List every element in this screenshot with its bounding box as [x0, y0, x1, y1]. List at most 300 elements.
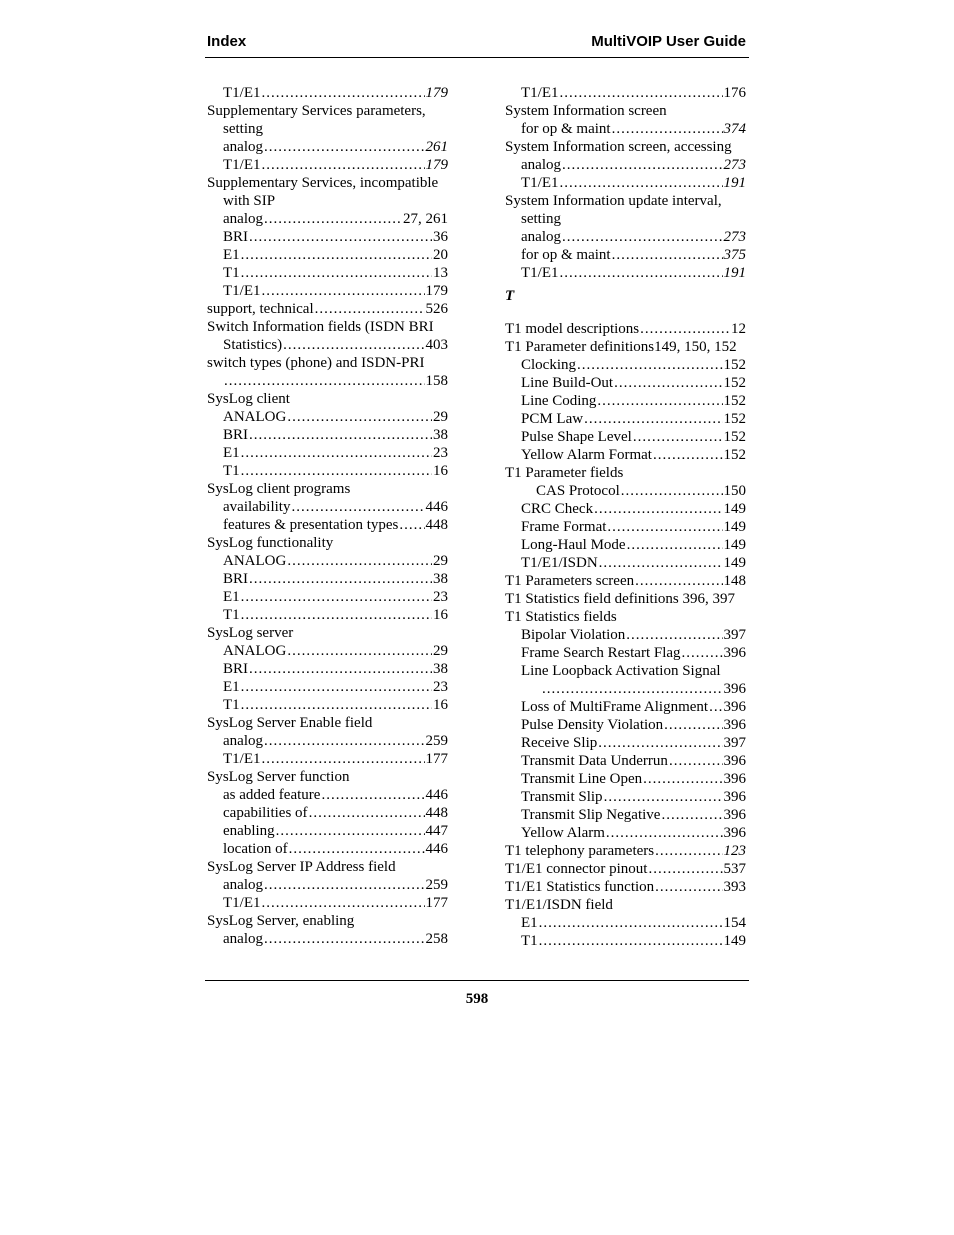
index-entry-page: 261 — [425, 139, 448, 155]
index-entry-page: 403 — [425, 337, 448, 353]
dot-leader — [264, 210, 402, 228]
index-entry-page: 23 — [433, 445, 448, 461]
index-entry — [505, 518, 746, 536]
index-entry-page: 396 — [723, 807, 746, 823]
dot-leader — [224, 372, 425, 390]
index-entry — [505, 120, 746, 138]
index-entry-page: 273 — [723, 157, 746, 173]
index-entry-term: analog — [223, 931, 263, 947]
index-entry-term: PCM Law — [521, 411, 584, 427]
index-entry-term: location of — [223, 841, 288, 857]
dot-leader — [612, 120, 723, 138]
index-entry — [505, 246, 746, 264]
index-entry-term: features & presentation types — [223, 517, 399, 533]
index-entry-page: 29 — [433, 643, 448, 659]
index-entry-page: 29 — [433, 553, 448, 569]
index-entry-page: 152 — [723, 375, 746, 391]
index-entry-term: analog — [223, 211, 263, 227]
index-entry — [207, 498, 448, 516]
dot-leader — [655, 878, 722, 896]
index-entry-page: 38 — [433, 661, 448, 677]
index-entry-page: 149 — [723, 537, 746, 553]
index-heading: Supplementary Services parameters, — [207, 103, 426, 119]
dot-leader — [264, 930, 425, 948]
index-entry-page: 152 — [723, 393, 746, 409]
index-entry-term: T1/E1 — [223, 751, 261, 767]
index-entry-term: Yellow Alarm Format — [521, 447, 652, 463]
dot-leader — [626, 626, 722, 644]
index-entry — [505, 698, 746, 716]
index-column-right — [505, 84, 746, 950]
index-entry-term: T1/E1 — [223, 895, 261, 911]
index-entry-page: 152 — [723, 411, 746, 427]
index-entry — [207, 786, 448, 804]
index-entry — [505, 84, 746, 102]
dot-leader — [709, 698, 722, 716]
index-entry-term: Clocking — [521, 357, 576, 373]
dot-leader — [653, 446, 723, 464]
index-entry-page: 393 — [723, 879, 746, 895]
dot-leader — [597, 392, 722, 410]
index-entry-term: Frame Search Restart Flag — [521, 645, 681, 661]
index-entry-page: 149 — [723, 933, 746, 949]
index-entry-term: analog — [521, 157, 561, 173]
index-entry — [207, 210, 448, 228]
index-entry — [207, 156, 448, 174]
dot-leader — [315, 300, 425, 318]
index-entry — [505, 788, 746, 806]
index-entry — [505, 446, 746, 464]
index-entry-page: 396 — [723, 645, 746, 661]
index-entry — [505, 824, 746, 842]
index-entry-term: T1/E1 Statistics function — [505, 879, 655, 895]
index-entry-page: 149 — [723, 555, 746, 571]
index-entry — [505, 770, 746, 788]
index-entry-page: 448 — [425, 517, 448, 533]
index-entry-term: availability — [223, 499, 291, 515]
index-entry-page: 397 — [723, 627, 746, 643]
index-heading: T1 Statistics fields — [505, 609, 617, 625]
index-entry-page: 158 — [425, 373, 448, 389]
index-entry-term: BRI — [223, 661, 249, 677]
dot-leader — [262, 894, 425, 912]
index-entry-page: 259 — [425, 733, 448, 749]
dot-leader — [612, 246, 723, 264]
index-entry-page: 191 — [723, 265, 746, 281]
index-entry — [505, 554, 746, 572]
dot-leader — [607, 518, 722, 536]
dot-leader — [562, 156, 723, 174]
footer-divider — [205, 980, 749, 981]
index-entry-page: 16 — [433, 697, 448, 713]
index-entry-term: BRI — [223, 571, 249, 587]
dot-leader — [249, 570, 432, 588]
index-entry — [207, 336, 448, 354]
index-heading: T1 Parameter fields — [505, 465, 624, 481]
dot-leader — [241, 588, 432, 606]
index-entry-term: ANALOG — [223, 643, 287, 659]
dot-leader — [648, 860, 722, 878]
index-entry — [505, 626, 746, 644]
index-entry — [505, 932, 746, 950]
index-heading: T1 Parameter definitions149, 150, 152 — [505, 339, 737, 355]
dot-leader — [560, 174, 723, 192]
index-entry — [505, 228, 746, 246]
dot-leader — [655, 842, 722, 860]
index-entry-term: analog — [223, 139, 263, 155]
index-entry-term: Transmit Data Underrun — [521, 753, 668, 769]
index-entry — [505, 410, 746, 428]
dot-leader — [604, 788, 723, 806]
dot-leader — [399, 516, 424, 534]
index-entry — [505, 734, 746, 752]
index-entry-term: Transmit Slip — [521, 789, 603, 805]
dot-leader — [309, 804, 425, 822]
index-entry-page: 446 — [425, 787, 448, 803]
index-entry — [505, 644, 746, 662]
index-entry-page: 12 — [731, 321, 746, 337]
dot-leader — [643, 770, 722, 788]
index-entry-page: 179 — [425, 157, 448, 173]
index-entry — [207, 426, 448, 444]
index-entry — [505, 500, 746, 518]
index-entry — [207, 372, 448, 390]
index-entry — [207, 804, 448, 822]
index-entry — [207, 606, 448, 624]
index-entry-page: 123 — [723, 843, 746, 859]
dot-leader — [321, 786, 424, 804]
dot-leader — [577, 356, 723, 374]
index-entry-page: 397 — [723, 735, 746, 751]
index-entry — [505, 842, 746, 860]
dot-leader — [241, 246, 432, 264]
dot-leader — [562, 228, 723, 246]
index-entry-term: capabilities of — [223, 805, 308, 821]
index-heading: SysLog Server Enable field — [207, 715, 373, 731]
index-entry-term: CAS Protocol — [536, 483, 620, 499]
index-entry-page: 16 — [433, 463, 448, 479]
index-entry-term: BRI — [223, 229, 249, 245]
index-entry-page: 27, 261 — [403, 211, 448, 227]
index-entry-page: 396 — [723, 771, 746, 787]
dot-leader — [264, 732, 425, 750]
index-entry-term: E1 — [223, 589, 240, 605]
index-entry-page: 191 — [723, 175, 746, 191]
dot-leader — [249, 660, 432, 678]
index-heading: T1/E1/ISDN field — [505, 897, 613, 913]
index-entry-term: for op & maint — [521, 121, 611, 137]
index-entry-term: T1 — [223, 697, 240, 713]
index-entry-term: E1 — [223, 445, 240, 461]
index-entry-term: analog — [223, 877, 263, 893]
index-heading: SysLog server — [207, 625, 294, 641]
dot-leader — [289, 840, 425, 858]
dot-leader — [621, 482, 723, 500]
index-entry — [505, 374, 746, 392]
dot-leader — [598, 734, 722, 752]
index-entry-page: 38 — [433, 427, 448, 443]
dot-leader — [614, 374, 722, 392]
index-entry-term: ANALOG — [223, 409, 287, 425]
index-heading: System Information screen — [505, 103, 667, 119]
dot-leader — [241, 264, 432, 282]
index-entry-term: Frame Format — [521, 519, 607, 535]
index-entry — [207, 516, 448, 534]
index-entry-term: BRI — [223, 427, 249, 443]
index-entry-page: 16 — [433, 607, 448, 623]
index-entry-term: Line Coding — [521, 393, 597, 409]
index-entry-page: 20 — [433, 247, 448, 263]
index-entry-page: 149 — [723, 519, 746, 535]
index-entry-page: 152 — [723, 429, 746, 445]
index-entry-term: T1/E1 — [521, 265, 559, 281]
index-entry — [505, 878, 746, 896]
index-entry-term: as added feature — [223, 787, 321, 803]
index-entry-page: 179 — [425, 283, 448, 299]
index-entry — [207, 822, 448, 840]
index-entry — [505, 806, 746, 824]
index-entry-page: 447 — [425, 823, 448, 839]
dot-leader — [241, 606, 432, 624]
index-entry-page: 152 — [723, 357, 746, 373]
index-heading: SysLog functionality — [207, 535, 334, 551]
index-entry-page: 154 — [723, 915, 746, 931]
index-entry — [207, 570, 448, 588]
index-entry — [207, 840, 448, 858]
dot-leader — [584, 410, 722, 428]
index-entry-term: T1/E1 — [521, 175, 559, 191]
index-entry-page: 177 — [425, 751, 448, 767]
dot-leader — [241, 444, 432, 462]
index-heading: setting — [521, 211, 561, 227]
index-heading: switch types (phone) and ISDN-PRI — [207, 355, 425, 371]
index-entry — [207, 588, 448, 606]
index-entry — [207, 894, 448, 912]
index-entry-term: CRC Check — [521, 501, 594, 517]
index-entry — [505, 156, 746, 174]
dot-leader — [542, 680, 723, 698]
index-entry-term: Pulse Density Violation — [521, 717, 664, 733]
index-entry — [505, 320, 746, 338]
index-entry — [207, 930, 448, 948]
dot-leader — [249, 426, 432, 444]
index-entry — [505, 914, 746, 932]
dot-leader — [669, 752, 723, 770]
index-entry-term: T1/E1 — [223, 157, 261, 173]
index-entry — [207, 696, 448, 714]
index-heading: System Information update interval, — [505, 193, 722, 209]
index-entry-term: T1 model descriptions — [505, 321, 640, 337]
index-entry — [207, 444, 448, 462]
dot-leader — [627, 536, 723, 554]
index-entry — [505, 680, 746, 698]
index-entry — [207, 750, 448, 768]
index-entry-term: T1 — [223, 463, 240, 479]
index-entry-term: T1/E1 — [223, 283, 261, 299]
index-entry-term: E1 — [223, 247, 240, 263]
dot-leader — [241, 678, 432, 696]
dot-leader — [661, 806, 722, 824]
index-entry-page: 149 — [723, 501, 746, 517]
dot-leader — [287, 552, 432, 570]
index-entry — [207, 264, 448, 282]
dot-leader — [633, 428, 723, 446]
index-entry-page: 23 — [433, 679, 448, 695]
index-section-letter: T — [505, 288, 515, 304]
index-entry — [207, 408, 448, 426]
dot-leader — [276, 822, 425, 840]
dot-leader — [262, 750, 425, 768]
index-entry-term: enabling — [223, 823, 275, 839]
dot-leader — [249, 228, 432, 246]
index-entry — [207, 282, 448, 300]
index-entry-page: 176 — [723, 85, 746, 101]
dot-leader — [606, 824, 723, 842]
index-entry-page: 177 — [425, 895, 448, 911]
dot-leader — [594, 500, 722, 518]
index-entry-page: 13 — [433, 265, 448, 281]
index-entry-term: T1/E1 — [521, 85, 559, 101]
index-entry-term: Long-Haul Mode — [521, 537, 626, 553]
index-entry-term: ANALOG — [223, 553, 287, 569]
index-entry-term: T1 — [223, 607, 240, 623]
index-heading: SysLog client — [207, 391, 290, 407]
dot-leader — [264, 876, 425, 894]
dot-leader — [291, 498, 424, 516]
index-entry — [207, 246, 448, 264]
index-entry-term: Yellow Alarm — [521, 825, 605, 841]
index-heading: Switch Information fields (ISDN BRI — [207, 319, 434, 335]
index-entry-term: support, technical — [207, 301, 314, 317]
index-entry-page: 36 — [433, 229, 448, 245]
index-entry — [505, 572, 746, 590]
index-entry — [207, 300, 448, 318]
index-heading: with SIP — [223, 193, 276, 209]
index-entry-page: 375 — [723, 247, 746, 263]
index-entry — [505, 482, 746, 500]
index-heading: System Information screen, accessing — [505, 139, 732, 155]
index-entry-page: 396 — [723, 681, 746, 697]
index-entry — [207, 84, 448, 102]
index-entry — [505, 428, 746, 446]
dot-leader — [241, 462, 432, 480]
index-entry-page: 23 — [433, 589, 448, 605]
index-entry-term: Statistics) — [223, 337, 283, 353]
index-entry-page: 258 — [425, 931, 448, 947]
index-entry-page: 152 — [723, 447, 746, 463]
index-entry — [207, 732, 448, 750]
index-entry — [207, 678, 448, 696]
index-entry-term: Bipolar Violation — [521, 627, 626, 643]
index-entry-page: 446 — [425, 841, 448, 857]
dot-leader — [262, 84, 425, 102]
index-heading: Supplementary Services, incompatible — [207, 175, 439, 191]
dot-leader — [560, 264, 723, 282]
index-entry — [505, 174, 746, 192]
dot-leader — [635, 572, 722, 590]
dot-leader — [262, 156, 425, 174]
index-entry-term: Line Build-Out — [521, 375, 614, 391]
index-heading: T1 Statistics field definitions 396, 397 — [505, 591, 735, 607]
header-document-title: MultiVOIP User Guide — [591, 33, 746, 50]
index-entry-term: analog — [521, 229, 561, 245]
index-entry-term: T1/E1/ISDN — [521, 555, 598, 571]
index-entry-page: 38 — [433, 571, 448, 587]
index-entry-term: T1 Parameters screen — [505, 573, 635, 589]
dot-leader — [539, 914, 723, 932]
index-entry — [207, 876, 448, 894]
index-entry-page: 446 — [425, 499, 448, 515]
index-entry-term: Transmit Slip Negative — [521, 807, 661, 823]
index-entry — [505, 264, 746, 282]
index-entry — [505, 356, 746, 374]
index-entry — [505, 392, 746, 410]
index-entry-page: 273 — [723, 229, 746, 245]
index-entry-page: 150 — [723, 483, 746, 499]
dot-leader — [682, 644, 723, 662]
dot-leader — [287, 408, 432, 426]
dot-leader — [599, 554, 723, 572]
page-number: 598 — [465, 991, 489, 1007]
index-entry-page: 259 — [425, 877, 448, 893]
dot-leader — [287, 642, 432, 660]
index-entry-term: E1 — [521, 915, 538, 931]
dot-leader — [539, 932, 723, 950]
index-entry-page: 396 — [723, 717, 746, 733]
index-entry-term: T1 — [521, 933, 538, 949]
header-section-title: Index — [207, 33, 247, 50]
index-entry-term: for op & maint — [521, 247, 611, 263]
index-entry — [505, 860, 746, 878]
index-entry-term: analog — [223, 733, 263, 749]
index-entry-page: 526 — [425, 301, 448, 317]
index-column-left — [207, 84, 448, 948]
index-entry-page: 396 — [723, 825, 746, 841]
index-entry-page: 179 — [425, 85, 448, 101]
index-entry — [207, 462, 448, 480]
index-entry-page: 374 — [723, 121, 746, 137]
dot-leader — [264, 138, 425, 156]
dot-leader — [262, 282, 425, 300]
index-entry-page: 537 — [723, 861, 746, 877]
index-entry — [505, 752, 746, 770]
index-entry-page: 396 — [723, 699, 746, 715]
index-entry — [207, 642, 448, 660]
index-heading: setting — [223, 121, 263, 137]
index-entry — [207, 138, 448, 156]
dot-leader — [241, 696, 432, 714]
index-entry-term: T1 telephony parameters — [505, 843, 655, 859]
index-entry-term: Transmit Line Open — [521, 771, 643, 787]
index-entry-term: Pulse Shape Level — [521, 429, 632, 445]
index-entry-page: 148 — [723, 573, 746, 589]
dot-leader — [640, 320, 730, 338]
index-entry-page: 448 — [425, 805, 448, 821]
index-entry-term: Receive Slip — [521, 735, 598, 751]
header-divider — [205, 57, 749, 58]
index-entry — [207, 660, 448, 678]
index-entry — [505, 716, 746, 734]
index-entry-term: T1 — [223, 265, 240, 281]
index-entry-page: 396 — [723, 753, 746, 769]
index-entry — [207, 228, 448, 246]
dot-leader — [560, 84, 723, 102]
index-entry-term: Loss of MultiFrame Alignment — [521, 699, 709, 715]
index-heading: Line Loopback Activation Signal — [521, 663, 721, 679]
index-heading: SysLog Server, enabling — [207, 913, 355, 929]
dot-leader — [664, 716, 722, 734]
index-entry-page: 29 — [433, 409, 448, 425]
